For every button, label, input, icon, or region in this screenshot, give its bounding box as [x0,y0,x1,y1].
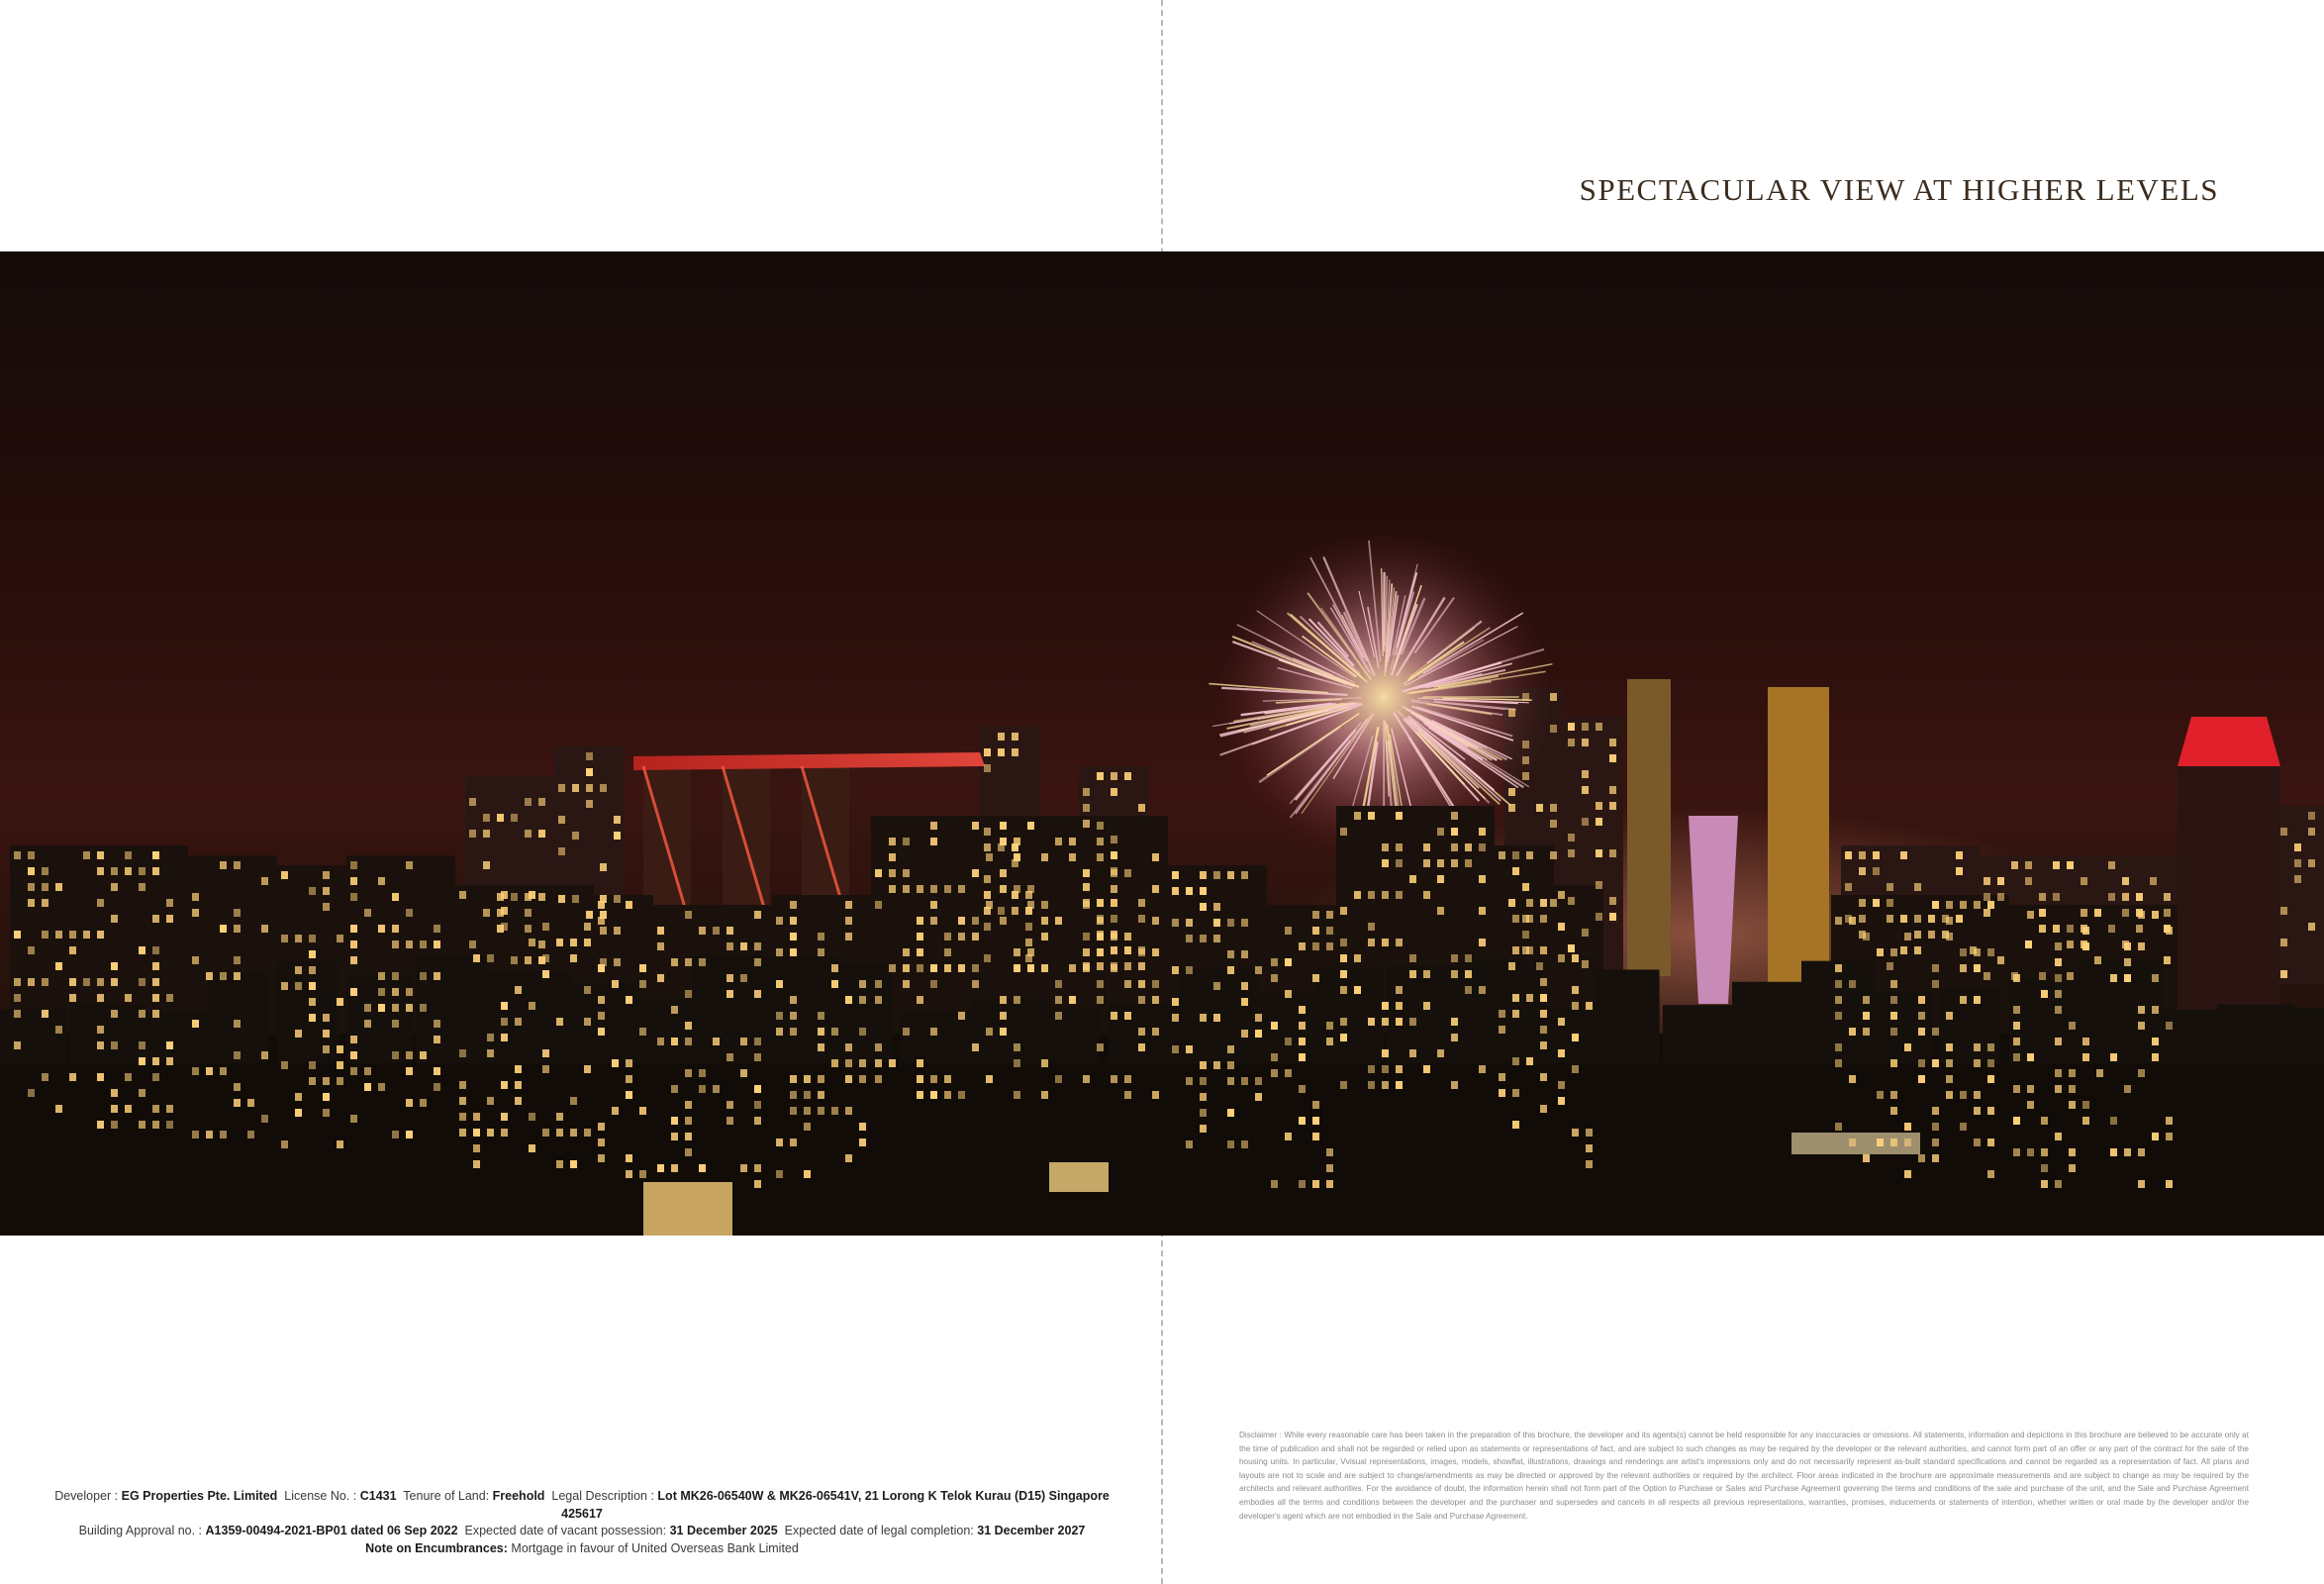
encumbrance-label: Note on Encumbrances: [365,1540,508,1555]
gold-tower-1 [1627,679,1671,976]
page-headline: SPECTACULAR VIEW AT HIGHER LEVELS [1579,172,2219,207]
legal-completion-value: 31 December 2027 [977,1524,1086,1537]
tenure-label: Tenure of Land: [403,1489,490,1503]
developer-label: Developer : [54,1489,119,1503]
tenure-value: Freehold [492,1489,545,1503]
legal-description-value: Lot MK26-06540W & MK26-06541V, 21 Lorong K Telok Kurau (D15) Singapore 425617 [561,1489,1110,1521]
project-info-line-3 [53,1540,1111,1558]
license-value: C1431 [359,1489,397,1503]
building-approval-value: A1359-00494-2021-BP01 dated 06 Sep 2022 [205,1524,458,1537]
encumbrance-value: Mortgage in favour of United Overseas Bank Limited [511,1540,799,1555]
project-info-line-2 [53,1523,1111,1540]
gold-tower-2 [1768,687,1829,984]
disclaimer-text: Disclaimer : While every reasonable care has been taken in the preparation of this brochure, the developer and its agents(s) cannot be held responsible for any inaccuracies or omissions. All statements, information and depictions in this brochure are believed to be accurate only at the time of publication and shall not be regarded or relied upon as statements or representations of fact, and are subject to such changes as may be required by the developer or the relevant authorities, and cannot form part of an offer or any part of the contract for the sale of the housing units. In particular, Vvisual representations, images, models, showflat, illustrations, drawings and renderings are artist's impressions only and do not necessarily represent as-built standard specifications and cannot be regarded as a representation of fact. All plans and layouts are not to scale and are subject to change/amendments as may be directed or approved by the relevant authorities or required by the architect. Floor areas indicated in the brochure are approximate measurements and are subject to change as may be required by the architects and relevant authorities. For the avoidance of doubt, the information herein shall not form part of the Option to Purchase or Sales and Purchase Agreement governing the terms and conditions of the sale and purchase of the unit, and the Sale and Purchase Agreement embodies all the terms and conditions between the developer and the purchaser and supersedes and cancels in all respects all previous representations, warranties, promises, inducements or statements of intention, whether written or oral made by the developer and/or the developer's agent which are not embodied in the Sale and Purchase Agreement. [1239,1431,2249,1521]
project-info-block [53,1488,1111,1557]
license-label: License No. : [284,1489,357,1503]
project-info-line-1 [53,1488,1111,1523]
legal-completion-label: Expected date of legal completion: [784,1524,974,1537]
developer-value: EG Properties Pte. Limited [121,1489,278,1503]
red-crown-tower [2178,717,2280,1024]
vacant-possession-label: Expected date of vacant possession: [464,1524,667,1537]
legal-description-label: Legal Description : [551,1489,654,1503]
building-approval-label: Building Approval no. : [78,1524,203,1537]
skyline-illustration [0,251,2324,1236]
vacant-possession-value: 31 December 2025 [669,1524,778,1537]
night-skyline-photo [0,251,2324,1236]
